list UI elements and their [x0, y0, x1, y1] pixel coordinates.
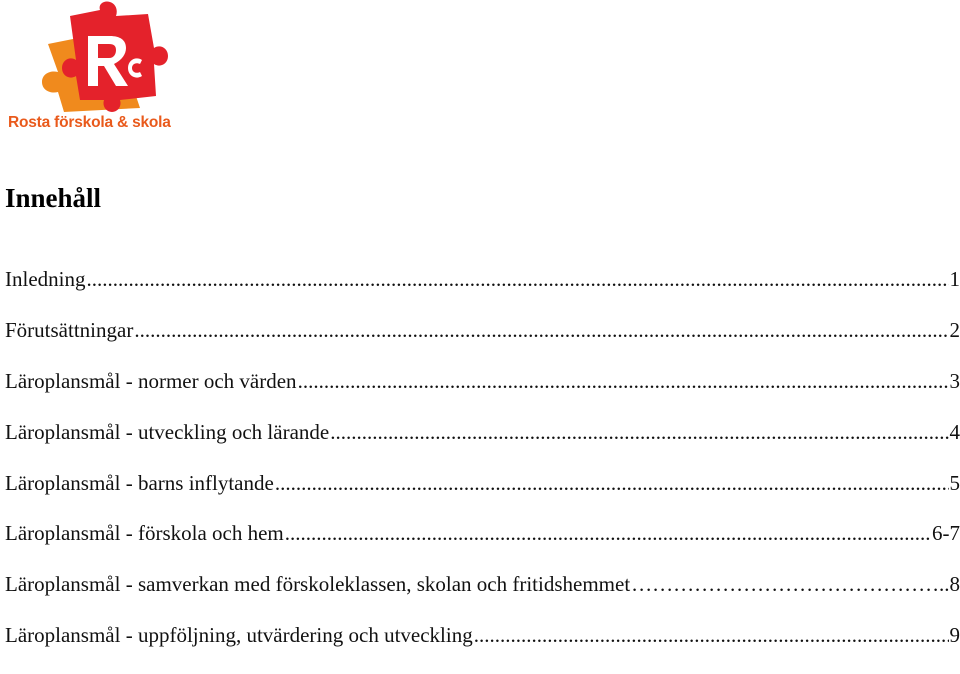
toc-entry-label[interactable]: Läroplansmål - utveckling och lärande — [5, 420, 329, 445]
toc-entry-label[interactable]: Förutsättningar — [5, 318, 133, 343]
toc-leader — [474, 623, 949, 648]
toc-entry[interactable] — [5, 471, 960, 522]
toc-entry-label[interactable]: Läroplansmål - barns inflytande — [5, 471, 274, 496]
logo-text: Rosta förskola & skola — [8, 114, 171, 132]
toc-entry[interactable] — [5, 420, 960, 471]
toc-entry-label[interactable]: Läroplansmål - samverkan med förskoleklassen, skolan och fritidshemmet — [5, 572, 630, 597]
toc-entry-page[interactable]: 6-7 — [932, 521, 960, 546]
toc-entry-page[interactable]: 5 — [950, 471, 960, 496]
school-logo — [4, 0, 200, 140]
puzzle-logo-icon — [30, 0, 170, 114]
toc-leader — [285, 521, 931, 546]
toc-entry[interactable] — [5, 572, 960, 623]
toc-entry-label[interactable]: Läroplansmål - förskola och hem — [5, 521, 284, 546]
toc-entry-label[interactable]: Läroplansmål - normer och värden — [5, 369, 297, 394]
toc-leader — [631, 572, 938, 597]
toc-entry-page[interactable]: 3 — [950, 369, 960, 394]
toc-entry[interactable] — [5, 623, 960, 674]
toc-leader — [275, 471, 949, 496]
toc-leader — [330, 420, 948, 445]
toc-entry[interactable] — [5, 267, 960, 318]
toc-leader — [134, 318, 948, 343]
table-of-contents — [5, 267, 960, 674]
page-title: Innehåll — [5, 183, 101, 214]
toc-leader — [86, 267, 948, 292]
toc-entry-page[interactable]: 2 — [950, 318, 960, 343]
toc-entry-page[interactable]: 1 — [950, 267, 960, 292]
toc-entry[interactable] — [5, 369, 960, 420]
toc-entry[interactable] — [5, 318, 960, 369]
toc-entry[interactable] — [5, 521, 960, 572]
toc-entry-page[interactable]: 9 — [950, 623, 960, 648]
toc-entry-page[interactable]: ..8 — [939, 572, 960, 597]
toc-entry-page[interactable]: 4 — [950, 420, 960, 445]
toc-entry-label[interactable]: Inledning — [5, 267, 85, 292]
toc-leader — [298, 369, 949, 394]
toc-entry-label[interactable]: Läroplansmål - uppföljning, utvärdering och utveckling — [5, 623, 473, 648]
